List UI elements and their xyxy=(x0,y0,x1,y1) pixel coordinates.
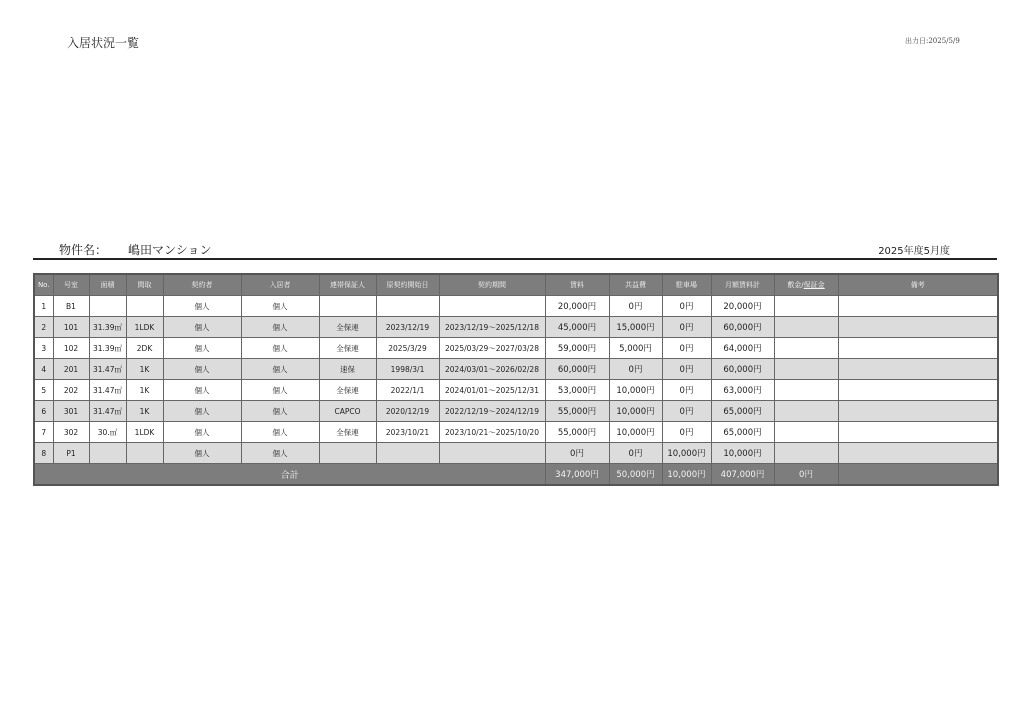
cell-original-start xyxy=(376,443,439,464)
header-deposit-part-a: 敷金/ xyxy=(787,281,804,289)
cell-guarantor: 速保 xyxy=(319,359,376,380)
table-row xyxy=(34,338,998,359)
cell-guarantor: 全保連 xyxy=(319,317,376,338)
cell-contractor: 個人 xyxy=(163,338,241,359)
cell-contractor: 個人 xyxy=(163,401,241,422)
cell-room: B1 xyxy=(53,296,89,317)
cell-common-fee: 15,000円 xyxy=(609,317,662,338)
cell-contract-period: 2025/03/29～2027/03/28 xyxy=(439,338,545,359)
cell-no: 7 xyxy=(34,422,53,443)
cell-guarantor: 全保連 xyxy=(319,380,376,401)
header-contractor: 契約者 xyxy=(163,274,241,296)
header-common-fee: 共益費 xyxy=(609,274,662,296)
cell-layout: 1LDK xyxy=(126,317,163,338)
cell-area: 30.㎡ xyxy=(89,422,126,443)
cell-parking: 0円 xyxy=(662,401,711,422)
cell-notes xyxy=(838,422,998,443)
cell-original-start: 1998/3/1 xyxy=(376,359,439,380)
cell-common-fee: 0円 xyxy=(609,443,662,464)
cell-resident: 個人 xyxy=(241,338,319,359)
header-contract-period: 契約期間 xyxy=(439,274,545,296)
cell-area: 31.39㎡ xyxy=(89,338,126,359)
cell-rent: 53,000円 xyxy=(545,380,609,401)
cell-resident: 個人 xyxy=(241,401,319,422)
cell-rent: 20,000円 xyxy=(545,296,609,317)
cell-notes xyxy=(838,296,998,317)
cell-no: 5 xyxy=(34,380,53,401)
header-no: No. xyxy=(34,274,53,296)
cell-common-fee: 5,000円 xyxy=(609,338,662,359)
cell-room: 101 xyxy=(53,317,89,338)
cell-contract-period: 2024/03/01～2026/02/28 xyxy=(439,359,545,380)
table-row xyxy=(34,296,998,317)
cell-layout xyxy=(126,443,163,464)
cell-area: 31.47㎡ xyxy=(89,380,126,401)
cell-resident: 個人 xyxy=(241,422,319,443)
cell-original-start: 2023/12/19 xyxy=(376,317,439,338)
cell-common-fee: 0円 xyxy=(609,359,662,380)
total-monthly: 407,000円 xyxy=(711,464,774,486)
table-header-row xyxy=(34,274,998,296)
cell-parking: 0円 xyxy=(662,422,711,443)
cell-monthly-total: 60,000円 xyxy=(711,359,774,380)
cell-monthly-total: 63,000円 xyxy=(711,380,774,401)
cell-deposit xyxy=(774,338,838,359)
cell-original-start: 2020/12/19 xyxy=(376,401,439,422)
cell-resident: 個人 xyxy=(241,296,319,317)
header-resident: 入居者 xyxy=(241,274,319,296)
cell-layout: 1K xyxy=(126,380,163,401)
cell-notes xyxy=(838,338,998,359)
cell-room: 301 xyxy=(53,401,89,422)
totals-label: 合計 xyxy=(34,464,545,486)
header-area: 面積 xyxy=(89,274,126,296)
document-title: 入居状況一覧 xyxy=(67,36,140,50)
cell-resident: 個人 xyxy=(241,359,319,380)
cell-area: 31.39㎡ xyxy=(89,317,126,338)
cell-area: 31.47㎡ xyxy=(89,401,126,422)
cell-monthly-total: 65,000円 xyxy=(711,422,774,443)
cell-resident: 個人 xyxy=(241,443,319,464)
printed-date: 出力日:2025/5/9 xyxy=(905,37,960,45)
cell-contractor: 個人 xyxy=(163,317,241,338)
cell-deposit xyxy=(774,443,838,464)
cell-room: 201 xyxy=(53,359,89,380)
table-row xyxy=(34,401,998,422)
header-guarantor: 連帯保証人 xyxy=(319,274,376,296)
cell-monthly-total: 65,000円 xyxy=(711,401,774,422)
total-rent: 347,000円 xyxy=(545,464,609,486)
cell-area xyxy=(89,296,126,317)
header-notes: 備考 xyxy=(838,274,998,296)
header-deposit-part-b: 保証金 xyxy=(803,281,825,289)
cell-rent: 55,000円 xyxy=(545,401,609,422)
cell-guarantor xyxy=(319,296,376,317)
cell-room: P1 xyxy=(53,443,89,464)
cell-room: 102 xyxy=(53,338,89,359)
cell-deposit xyxy=(774,380,838,401)
cell-layout: 1K xyxy=(126,359,163,380)
total-parking: 10,000円 xyxy=(662,464,711,486)
cell-contractor: 個人 xyxy=(163,422,241,443)
cell-parking: 0円 xyxy=(662,380,711,401)
cell-layout: 1K xyxy=(126,401,163,422)
occupancy-table xyxy=(33,273,999,486)
table-row xyxy=(34,422,998,443)
header-monthly-total: 月額賃料計 xyxy=(711,274,774,296)
cell-resident: 個人 xyxy=(241,380,319,401)
cell-notes xyxy=(838,317,998,338)
cell-contract-period: 2024/01/01～2025/12/31 xyxy=(439,380,545,401)
cell-room: 302 xyxy=(53,422,89,443)
cell-monthly-total: 10,000円 xyxy=(711,443,774,464)
cell-original-start: 2025/3/29 xyxy=(376,338,439,359)
cell-rent: 45,000円 xyxy=(545,317,609,338)
header-parking: 駐車場 xyxy=(662,274,711,296)
cell-deposit xyxy=(774,317,838,338)
header-deposit xyxy=(774,274,838,296)
cell-rent: 55,000円 xyxy=(545,422,609,443)
cell-contractor: 個人 xyxy=(163,359,241,380)
cell-deposit xyxy=(774,422,838,443)
cell-contractor: 個人 xyxy=(163,443,241,464)
header-rent: 賃料 xyxy=(545,274,609,296)
cell-notes xyxy=(838,359,998,380)
cell-parking: 0円 xyxy=(662,317,711,338)
total-notes xyxy=(838,464,998,486)
table-body xyxy=(34,296,998,464)
cell-parking: 0円 xyxy=(662,338,711,359)
cell-common-fee: 10,000円 xyxy=(609,401,662,422)
cell-layout xyxy=(126,296,163,317)
cell-no: 4 xyxy=(34,359,53,380)
total-deposit: 0円 xyxy=(774,464,838,486)
cell-parking: 0円 xyxy=(662,296,711,317)
cell-area: 31.47㎡ xyxy=(89,359,126,380)
cell-no: 3 xyxy=(34,338,53,359)
cell-rent: 0円 xyxy=(545,443,609,464)
cell-guarantor xyxy=(319,443,376,464)
cell-common-fee: 10,000円 xyxy=(609,380,662,401)
table-row xyxy=(34,317,998,338)
cell-no: 2 xyxy=(34,317,53,338)
cell-contract-period: 2023/12/19～2025/12/18 xyxy=(439,317,545,338)
cell-room: 202 xyxy=(53,380,89,401)
cell-rent: 59,000円 xyxy=(545,338,609,359)
cell-guarantor: 全保連 xyxy=(319,338,376,359)
header-original-start: 原契約開始日 xyxy=(376,274,439,296)
cell-contract-period: 2023/10/21～2025/10/20 xyxy=(439,422,545,443)
cell-deposit xyxy=(774,401,838,422)
cell-notes xyxy=(838,380,998,401)
cell-layout: 2DK xyxy=(126,338,163,359)
cell-rent: 60,000円 xyxy=(545,359,609,380)
cell-no: 6 xyxy=(34,401,53,422)
cell-contract-period xyxy=(439,296,545,317)
cell-deposit xyxy=(774,296,838,317)
cell-no: 1 xyxy=(34,296,53,317)
header-room: 号室 xyxy=(53,274,89,296)
cell-parking: 10,000円 xyxy=(662,443,711,464)
table-row xyxy=(34,443,998,464)
cell-parking: 0円 xyxy=(662,359,711,380)
cell-contract-period: 2022/12/19～2024/12/19 xyxy=(439,401,545,422)
totals-row xyxy=(34,464,998,486)
cell-contractor: 個人 xyxy=(163,296,241,317)
header-divider xyxy=(33,258,997,260)
cell-common-fee: 0円 xyxy=(609,296,662,317)
cell-layout: 1LDK xyxy=(126,422,163,443)
property-name: 嶋田マンション xyxy=(128,243,212,257)
cell-monthly-total: 20,000円 xyxy=(711,296,774,317)
header-layout: 間取 xyxy=(126,274,163,296)
property-label: 物件名： xyxy=(59,243,108,257)
cell-contractor: 個人 xyxy=(163,380,241,401)
cell-monthly-total: 64,000円 xyxy=(711,338,774,359)
cell-common-fee: 10,000円 xyxy=(609,422,662,443)
cell-deposit xyxy=(774,359,838,380)
cell-no: 8 xyxy=(34,443,53,464)
cell-notes xyxy=(838,401,998,422)
table-row xyxy=(34,380,998,401)
fiscal-period: 2025年度5月度 xyxy=(878,246,950,257)
cell-guarantor: 全保連 xyxy=(319,422,376,443)
cell-original-start: 2023/10/21 xyxy=(376,422,439,443)
cell-resident: 個人 xyxy=(241,317,319,338)
cell-guarantor: CAPCO xyxy=(319,401,376,422)
total-common-fee: 50,000円 xyxy=(609,464,662,486)
cell-contract-period xyxy=(439,443,545,464)
table-row xyxy=(34,359,998,380)
cell-notes xyxy=(838,443,998,464)
cell-monthly-total: 60,000円 xyxy=(711,317,774,338)
cell-original-start xyxy=(376,296,439,317)
cell-original-start: 2022/1/1 xyxy=(376,380,439,401)
cell-area xyxy=(89,443,126,464)
